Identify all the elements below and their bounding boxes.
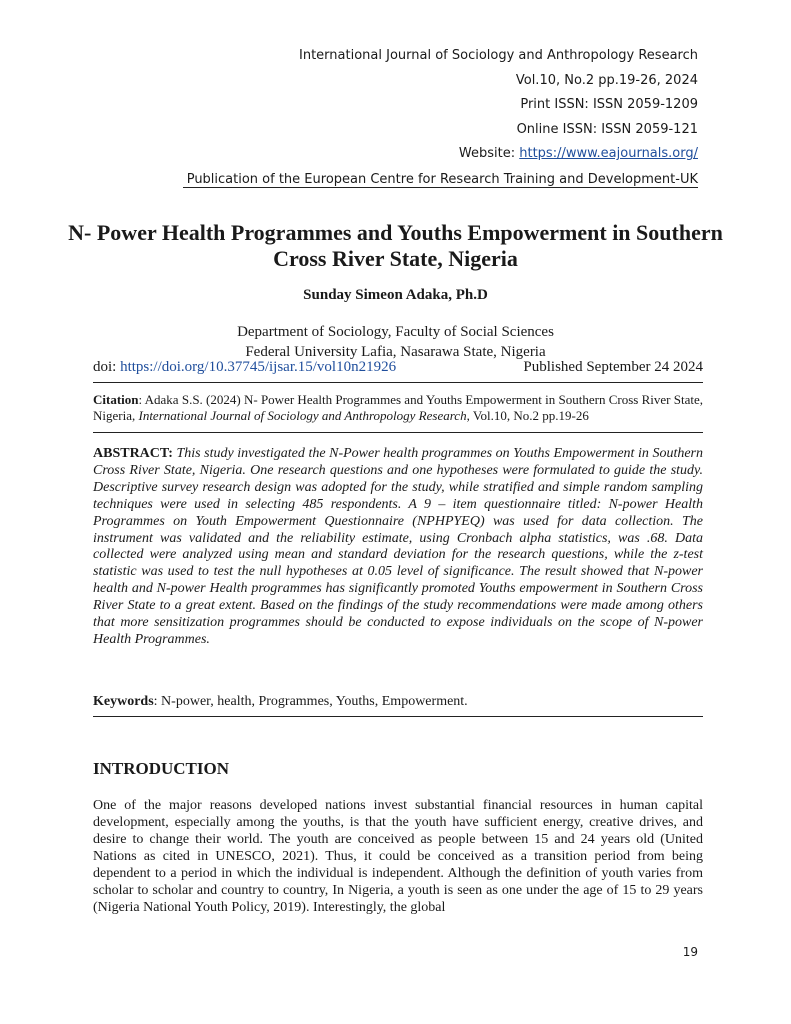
website-label: Website: xyxy=(458,146,520,162)
website-line xyxy=(299,142,698,167)
author-affiliation xyxy=(60,302,731,362)
publisher-line: Publication of the European Centre for Research Training and Development-UK xyxy=(186,172,698,187)
journal-header xyxy=(299,44,698,167)
keywords-divider xyxy=(93,716,703,717)
university: Federal University Lafia, Nasarawa State, Nigeria xyxy=(245,344,546,360)
keywords xyxy=(93,694,703,710)
journal-name: International Journal of Sociology and Anthropology Research xyxy=(299,48,698,63)
citation-label: Citation xyxy=(93,392,139,407)
citation-divider xyxy=(93,432,703,433)
citation-journal: International Journal of Sociology and Anthropology Research xyxy=(138,408,467,423)
keywords-text: : N-power, health, Programmes, Youths, Empowerment. xyxy=(153,694,468,709)
citation xyxy=(93,392,703,424)
doi-label: doi: xyxy=(93,359,121,375)
department: Department of Sociology, Faculty of Social Sciences xyxy=(237,324,554,340)
doi-row xyxy=(93,359,703,376)
doi xyxy=(93,359,396,376)
citation-text: : Adaka S.S. (2024) N- Power Health Programmes and Youths Empowerment in Southern Cross River State, Nigeria, xyxy=(93,392,703,423)
abstract xyxy=(93,446,703,649)
online-issn: Online ISSN: ISSN 2059-121 xyxy=(516,121,698,137)
journal-volume: Vol.10, No.2 pp.19-26, 2024 xyxy=(515,72,698,88)
citation-pages: , Vol.10, No.2 pp.19-26 xyxy=(466,408,589,423)
author-name: Sunday Simeon Adaka, Ph.D xyxy=(303,287,488,303)
header-divider xyxy=(183,187,698,188)
print-issn: Print ISSN: ISSN 2059-1209 xyxy=(520,97,698,113)
keywords-label: Keywords xyxy=(93,694,154,709)
page-number: 19 xyxy=(682,945,698,959)
abstract-label: ABSTRACT: xyxy=(93,446,173,461)
abstract-text: This study investigated the N-Power health programmes on Youths Empowerment in Southern Cross River State, Nigeria. One research questions and one hypotheses were formulated to guide the study. Descriptive survey research design was adopted for the study, while stratified and simple random sampling techniques were used in selecting 485 respondents. A 9 – item questionnaire titled: N-power Health Programmes on Youth Empowerment Questionnaire (NPHPYEQ) was used for data collection. The instrument was validated and the reliability estimate, using Cronbach alpha statistics, was .68. Data collected were analyzed using mean and standard deviation for the research questions, while the z-test statistic was used to test the null hypotheses at 0.05 level of significance. The result showed that N-power health and N-power Health programmes has significantly promoted Youths empowerment in Southern Cross River State to a great extent. Based on the findings of the study recommendations were made among others that more sensitization programmes should be conducted to expose individuals on the scope of N-power Health Programmes. xyxy=(93,446,703,647)
introduction-text: One of the major reasons developed nations invest substantial financial resources in human capital development, especially among the youths, is that the youth have sufficient energy, creative drives, and desire to change their world. The youth are conceived as people between 15 and 24 years old (United Nations as cited in UNESCO, 2021). Thus, it could be conceived as a transition period from being dependent to a period in which the individual is independent. Although the definition of youth varies from scholar to scholar and country to country, In Nigeria, a youth is seen as one under the age of 15 to 29 years (Nigeria National Youth Policy, 2019). Interestingly, the global xyxy=(93,798,703,915)
website-link[interactable]: https://www.eajournals.org/ xyxy=(519,146,698,162)
doi-link[interactable]: https://doi.org/10.37745/ijsar.15/vol10n21926 xyxy=(120,359,397,375)
introduction-heading: INTRODUCTION xyxy=(93,759,230,778)
doi-divider xyxy=(93,382,703,383)
article-title: N- Power Health Programmes and Youths Empowerment in Southern Cross River State, Nigeria xyxy=(68,220,723,271)
published-date: Published September 24 2024 xyxy=(523,359,703,375)
